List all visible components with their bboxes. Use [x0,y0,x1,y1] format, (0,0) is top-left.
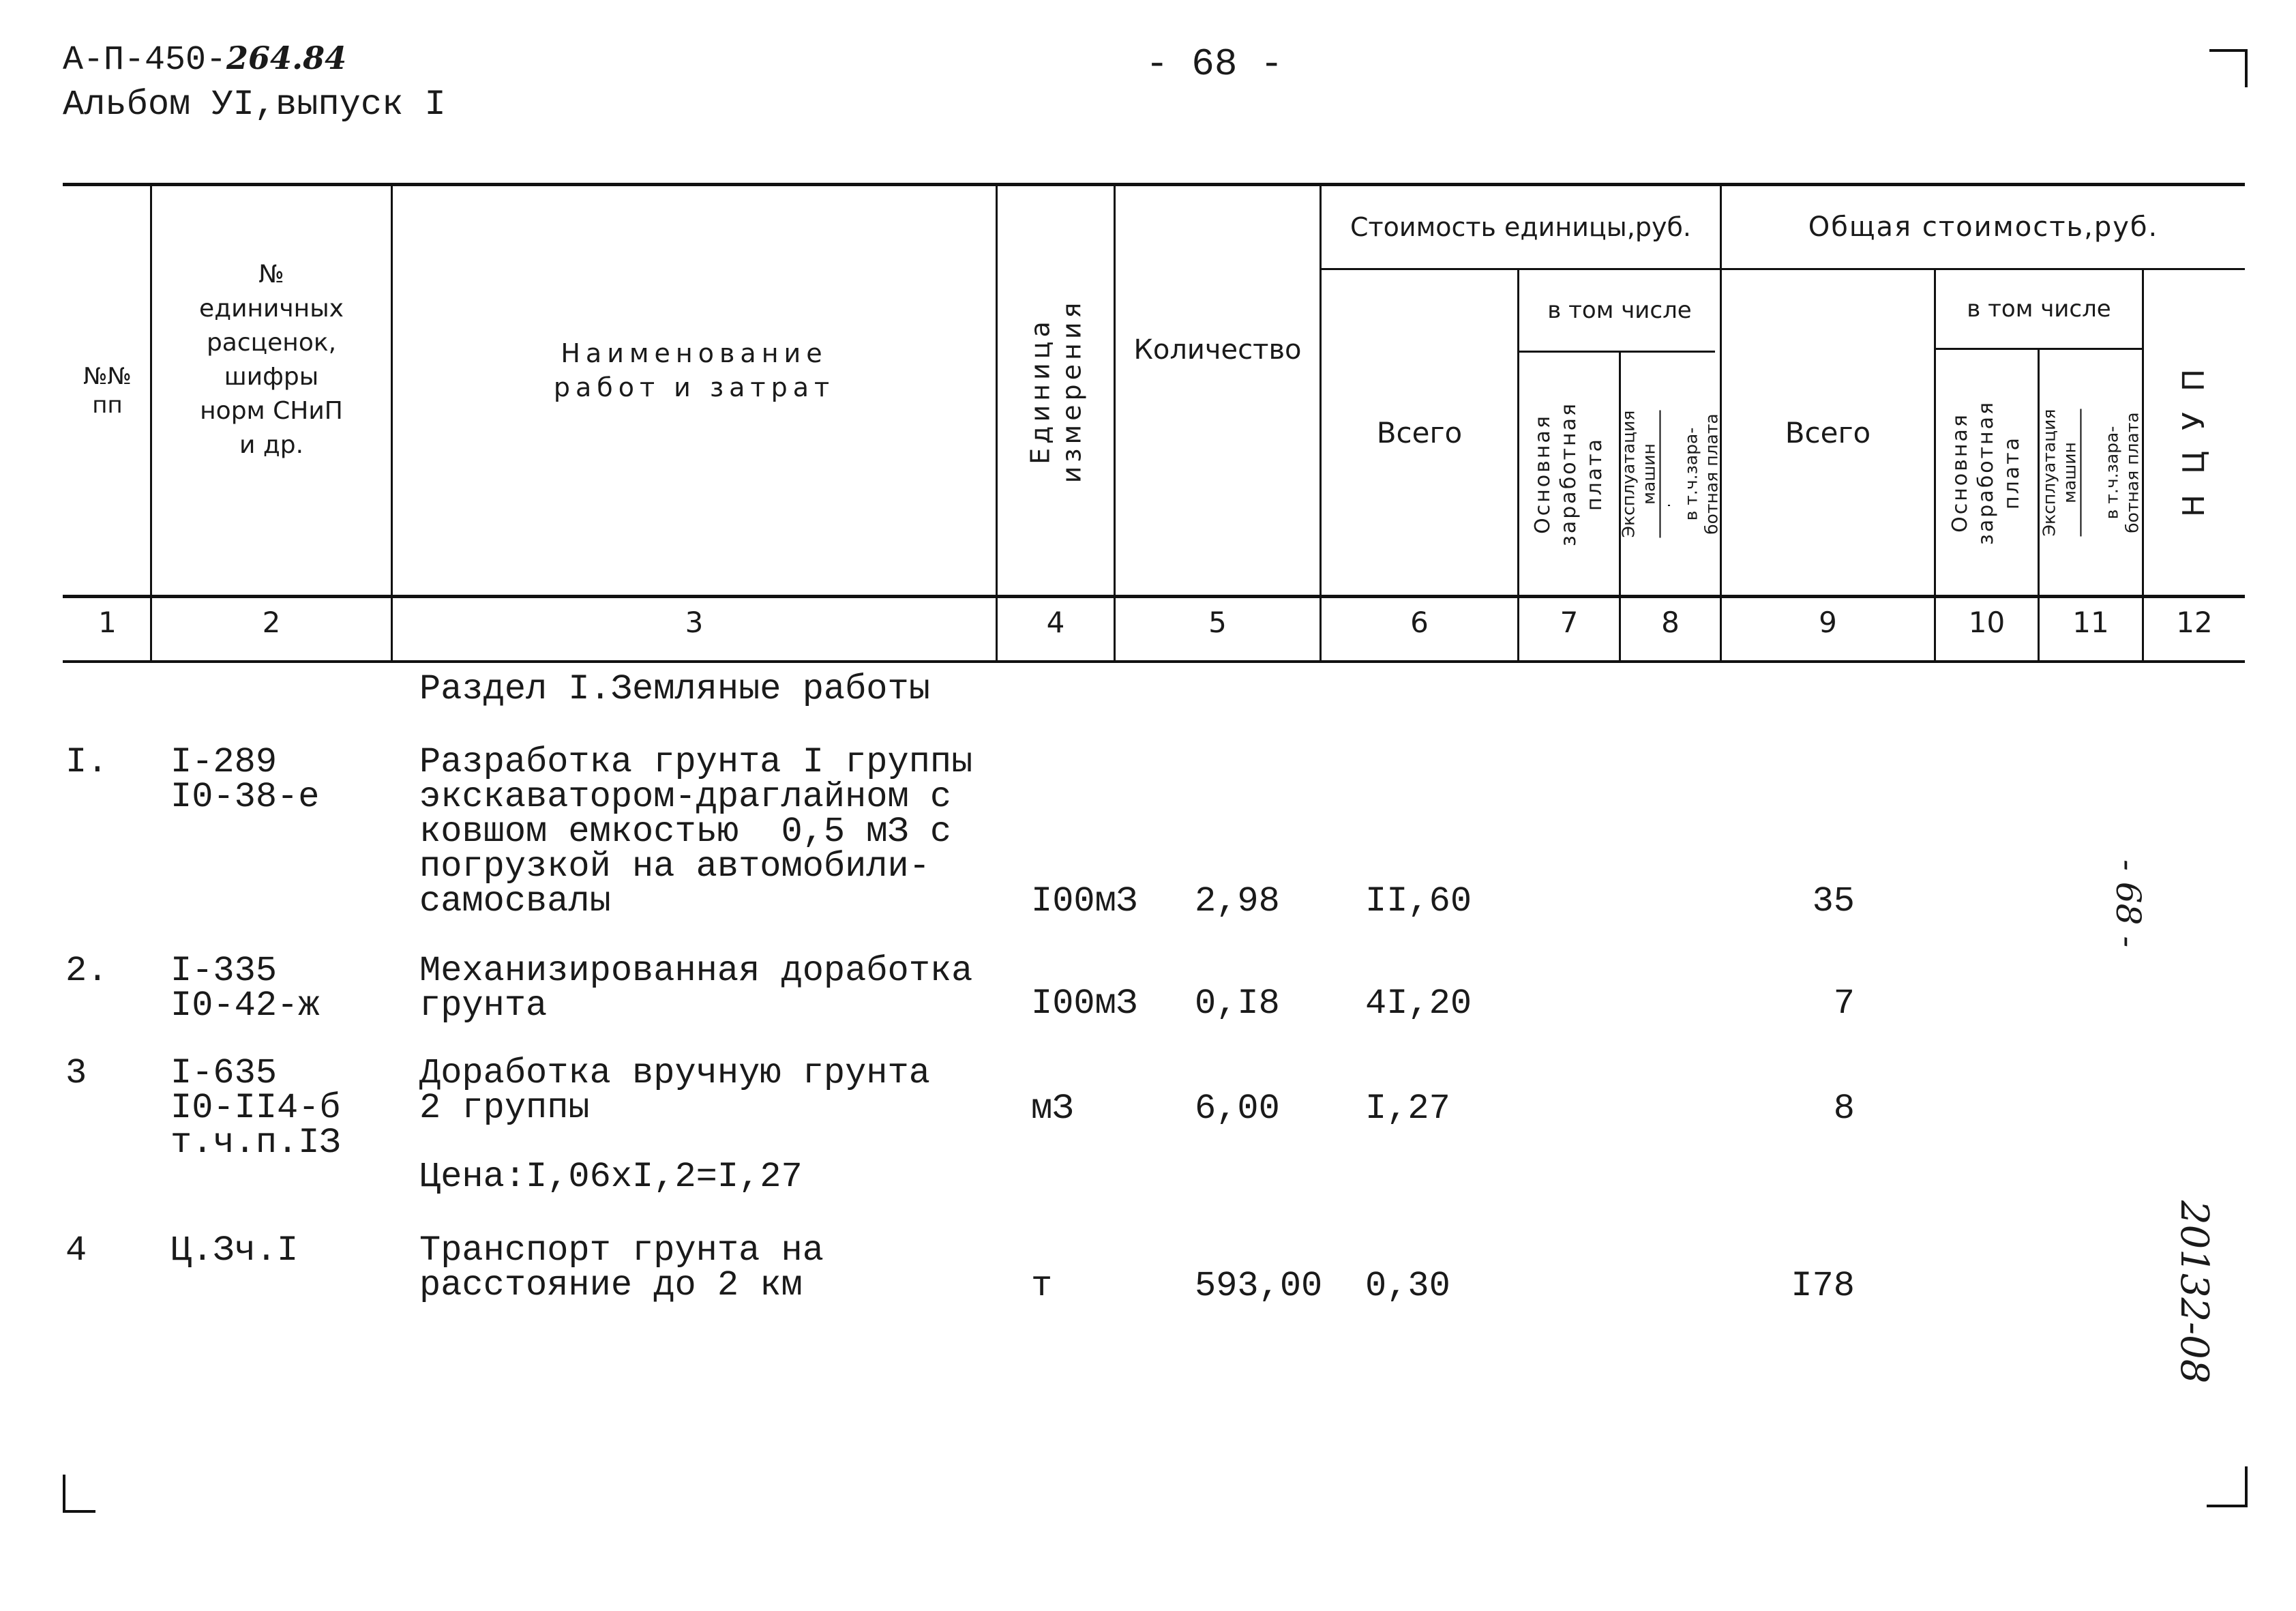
row-total: 8 [1833,1089,1855,1129]
crop-mark-bottom-right [2207,1466,2248,1507]
header-incl-unit: в том числе [1547,297,1692,324]
row-number: 2. [65,951,108,991]
header-col-name: Наименование работ и затрат [553,338,835,402]
header-col-unit-wage: Основная заработная плата [1531,401,1607,546]
rule-header-bottom [63,595,2245,598]
row-unit-total: II,60 [1365,881,1472,921]
row-code: I-635 I0-II4-б т.ч.п.IЗ [170,1053,341,1163]
row-unit: т [1031,1266,1053,1306]
row-quantity: 2,98 [1195,881,1280,921]
row-unit-total: I,27 [1365,1089,1450,1129]
margin-handwritten-code: 20132-08 [2172,1200,2216,1384]
row-unit: I00мЗ [1031,984,1138,1024]
margin-page-mark: - 68 - [2108,859,2148,948]
header-total-cost-group: Общая стоимость,руб. [1808,211,2159,243]
row-name: Транспорт грунта на расстояние до 2 км [419,1230,824,1305]
col-number-9: 9 [1819,606,1837,639]
header-col-total-machine-top: Эксплуатация машин [2039,409,2081,536]
page-number: - 68 - [1146,42,1283,86]
rule-numbers-bottom [63,660,2245,663]
header-col-unit-machine-bottom: в т.ч.зара- ботная плата [1681,413,1722,535]
header-col-unit: Единица измерения [1025,298,1087,483]
col-number-10: 10 [1968,606,2006,639]
section-title: Раздел I.Земляные работы [419,669,930,709]
col-number-2: 2 [262,606,281,639]
header-incl-total: в том числе [1967,295,2111,323]
document-code-handwritten: 264.84 [226,40,347,76]
col-number-12: 12 [2176,606,2213,639]
row-quantity: 0,I8 [1195,984,1280,1024]
header-col-number: №№ пп [83,362,132,419]
header-col-unit-machine-top: Эксплуатация машин [1619,410,1661,537]
row-total: 7 [1833,984,1855,1024]
row-quantity: 6,00 [1195,1089,1280,1129]
document-code-prefix: А-П-450- [63,41,227,80]
row-name: Механизированная доработка грунта [419,951,973,1026]
row-name: Доработка вручную грунта 2 группы [419,1053,930,1128]
row-unit-total: 0,30 [1365,1266,1450,1306]
row-unit: I00мЗ [1031,881,1138,921]
header-col-total-wage: Основная заработная плата [1948,400,2025,545]
header-col-unit-machine [1598,410,1743,537]
header-col-unit-total: Всего [1376,415,1463,449]
row-note: Цена:I,06хI,2=I,27 [419,1157,803,1197]
col-number-7: 7 [1560,606,1579,639]
crop-mark-bottom-left [63,1475,95,1513]
row-total: I78 [1791,1266,1855,1306]
crop-mark-top-right [2209,49,2248,87]
header-col-total-machine [2018,409,2163,536]
row-unit: мЗ [1031,1089,1074,1129]
col-number-8: 8 [1661,606,1680,639]
document-code [63,40,346,80]
header-col-quantity: Количество [1133,334,1302,366]
row-code: Ц.Зч.I [170,1230,299,1271]
header-col-total-machine-bottom: в т.ч.зара- ботная плата [2102,411,2142,533]
col-number-3: 3 [685,606,704,639]
col-number-6: 6 [1410,606,1429,639]
row-name: Разработка грунта I группы экскаватором-драглайном с ковшом емкостью 0,5 мЗ с погрузкой на автомобили- самосвалы [419,742,973,921]
col-number-11: 11 [2072,606,2109,639]
header-col-code: № единичных расценок, шифры норм СНиП и др. [199,260,344,459]
album-title: Альбом УI,выпуск I [63,85,446,125]
col-number-1: 1 [98,606,117,639]
row-unit-total: 4I,20 [1365,984,1472,1024]
row-quantity: 593,00 [1195,1266,1323,1306]
header-col-unit-wrap [998,186,1114,595]
header-col-total-machine-wrap [2040,350,2142,595]
row-total: 35 [1812,881,1855,921]
header-unit-cost-group: Стоимость единицы,руб. [1350,212,1691,242]
header-col-total: Всего [1785,415,1871,449]
col-number-4: 4 [1046,606,1065,639]
header-col-ncup-wrap [2144,270,2245,595]
row-code: I-335 I0-42-ж [170,951,320,1026]
header-col-unit-machine-wrap [1618,353,1722,595]
header-col-ncup: НЦУП [2177,348,2212,517]
row-number: I. [65,742,108,782]
row-number: 4 [65,1230,87,1271]
row-code: I-289 I0-38-е [170,742,320,817]
row-number: 3 [65,1053,87,1093]
col-number-5: 5 [1208,606,1227,639]
